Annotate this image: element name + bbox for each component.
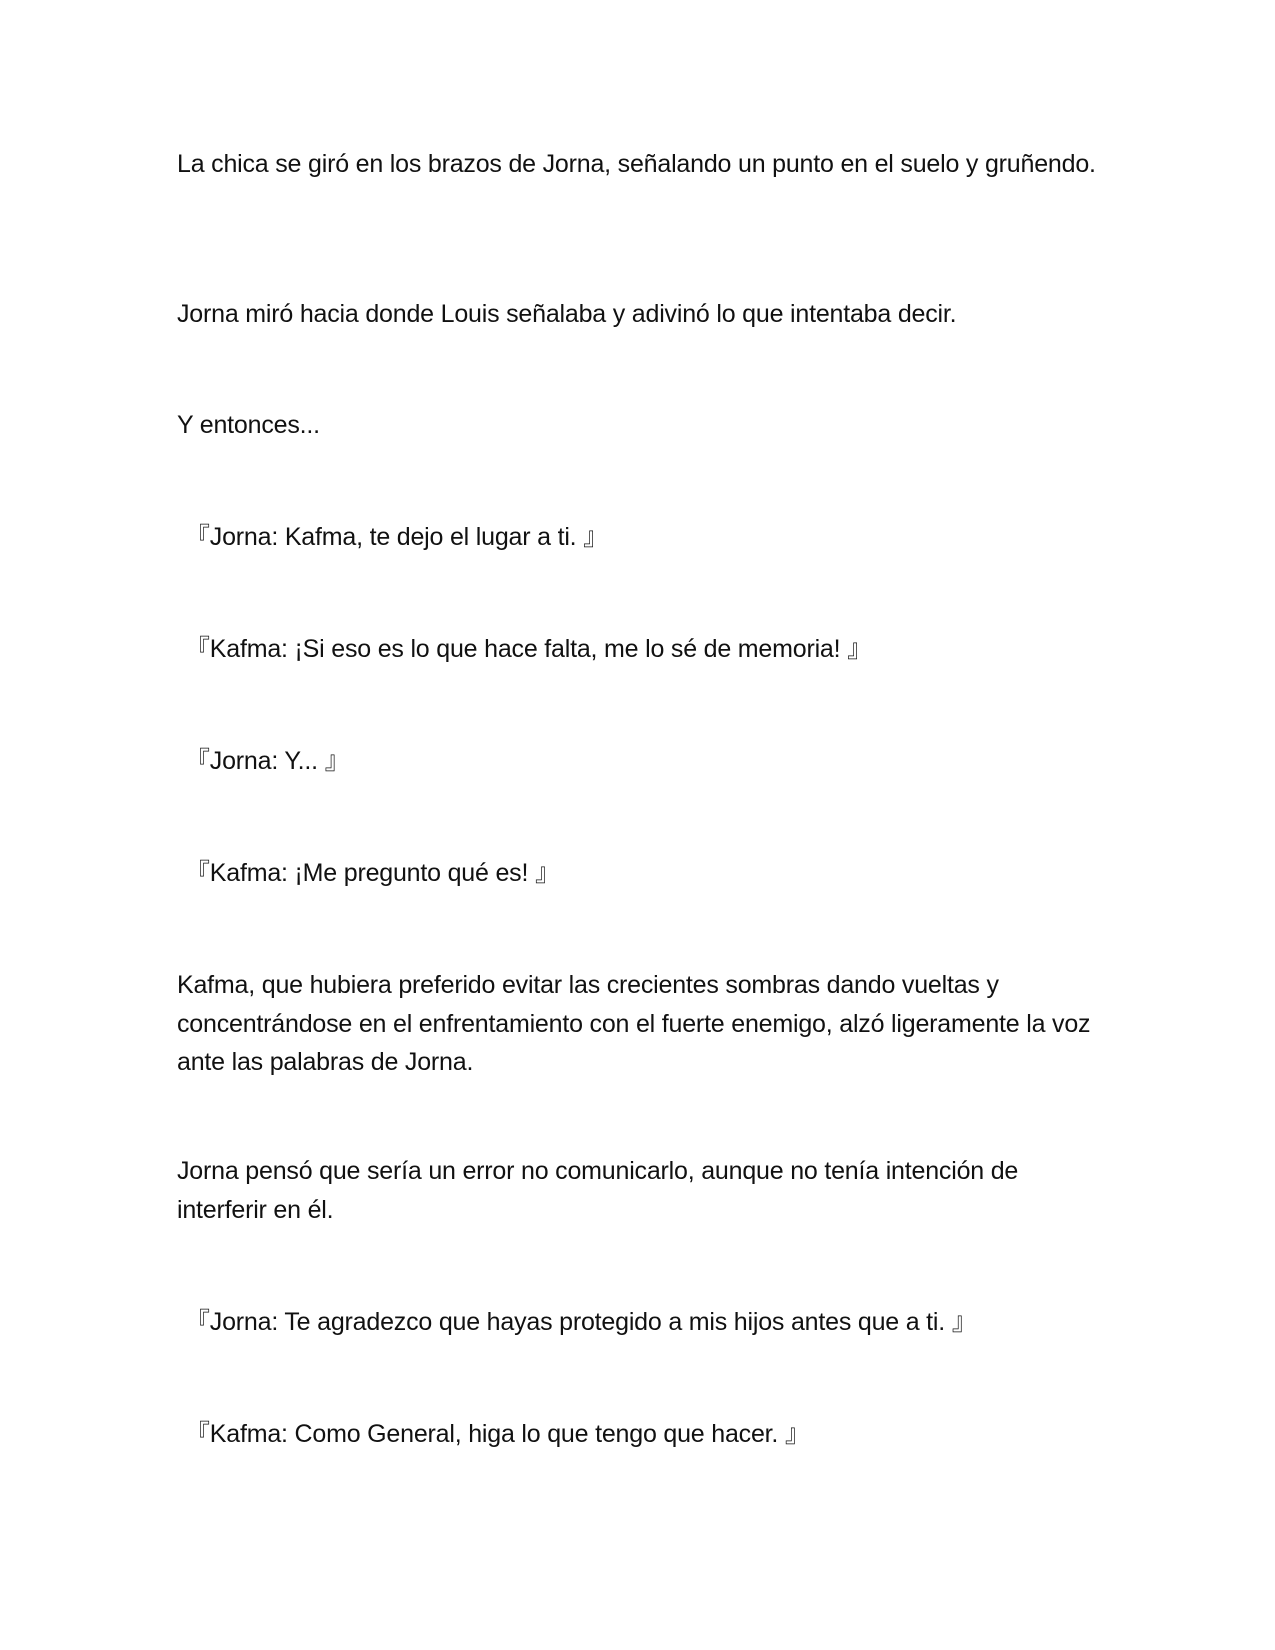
dialogue-line-2: 『Kafma: ¡Si eso es lo que hace falta, me lo sé de memoria! 』: [185, 635, 872, 663]
paragraph-1: La chica se giró en los brazos de Jorna, señalando un punto en el suelo y gruñendo.: [177, 150, 1096, 178]
dialogue-line-1: 『Jorna: Kafma, te dejo el lugar a ti. 』: [185, 523, 608, 551]
dialogue-line-5: 『Jorna: Te agradezco que hayas protegido a mis hijos antes que a ti. 』: [185, 1308, 977, 1336]
dialogue-line-3: 『Jorna: Y... 』: [185, 747, 350, 775]
paragraph-4: Kafma, que hubiera preferido evitar las crecientes sombras dando vueltas y concentrándose en el enfrentamiento con el fuerte enemigo, alzó ligeramente la voz ante las palabras de Jorna.: [177, 971, 1098, 1076]
paragraph-2: Jorna miró hacia donde Louis señalaba y adivinó lo que intentaba decir.: [177, 300, 957, 328]
dialogue-line-4: 『Kafma: ¡Me pregunto qué es! 』: [185, 859, 560, 887]
dialogue-line-6: 『Kafma: Como General, higa lo que tengo que hacer. 』: [185, 1420, 810, 1448]
paragraph-3: Y entonces...: [177, 411, 320, 439]
paragraph-5: Jorna pensó que sería un error no comunicarlo, aunque no tenía intención de interferir en él.: [177, 1157, 1025, 1224]
